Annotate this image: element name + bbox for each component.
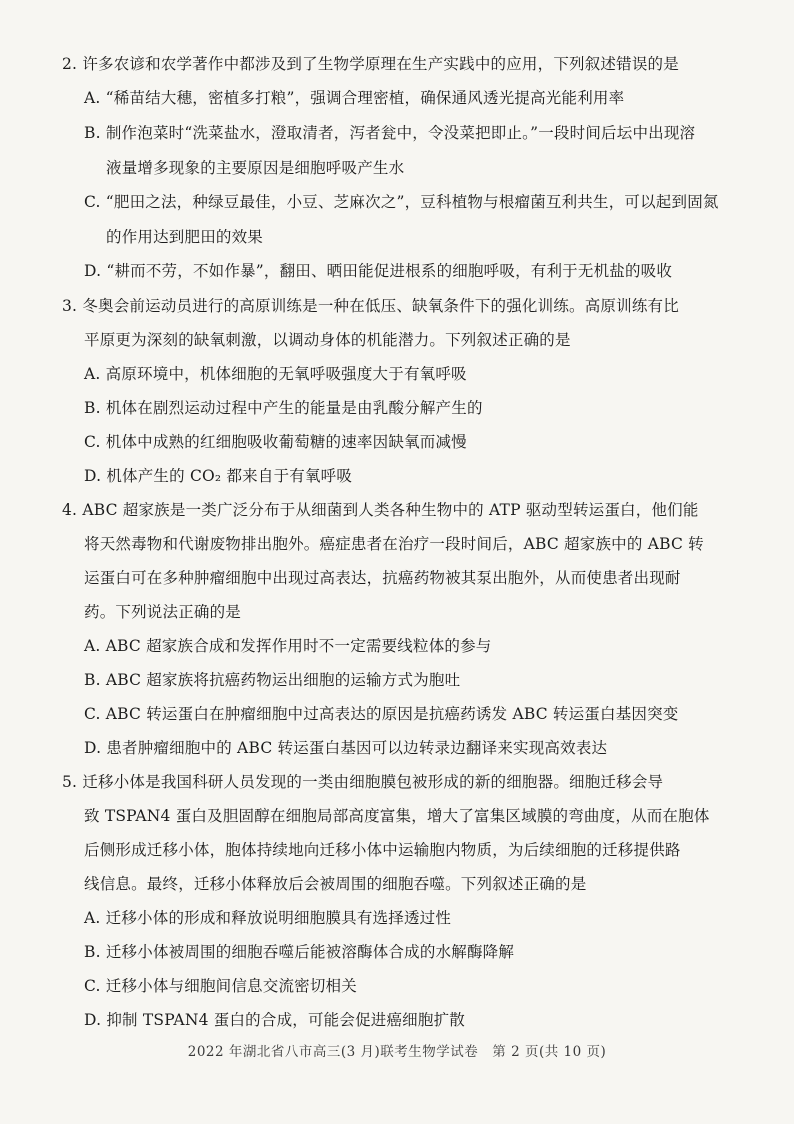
question-5-option-c: C. 迁移小体与细胞间信息交流密切相关 bbox=[84, 977, 357, 995]
question-5-stem-line-4: 线信息。最终，迁移小体释放后会被周围的细胞吞噬。下列叙述正确的是 bbox=[84, 875, 587, 893]
question-3-option-c: C. 机体中成熟的红细胞吸收葡萄糖的速率因缺氧而减慢 bbox=[84, 433, 467, 451]
question-2-option-d: D. “耕而不劳，不如作暴”，翻田、晒田能促进根系的细胞呼吸，有利于无机盐的吸收 bbox=[84, 262, 673, 280]
question-2-option-c-line-2: 的作用达到肥田的效果 bbox=[106, 228, 264, 246]
question-2-option-c-line-1: C. “肥田之法，种绿豆最佳，小豆、芝麻次之”，豆科植物与根瘤菌互利共生，可以起到固氮 bbox=[84, 193, 719, 211]
question-4-stem-line-2: 将天然毒物和代谢废物排出胞外。癌症患者在治疗一段时间后，ABC 超家族中的 ABC 转 bbox=[84, 535, 704, 553]
question-3-option-b: B. 机体在剧烈运动过程中产生的能量是由乳酸分解产生的 bbox=[84, 399, 483, 417]
question-5-stem-line-2: 致 TSPAN4 蛋白及胆固醇在细胞局部高度富集，增大了富集区域膜的弯曲度，从而在胞体 bbox=[84, 807, 710, 825]
question-5-stem-line-3: 后侧形成迁移小体，胞体持续地向迁移小体中运输胞内物质，为后续细胞的迁移提供路 bbox=[84, 841, 681, 859]
question-3-stem-line-2: 平原更为深刻的缺氧刺激，以调动身体的机能潜力。下列叙述正确的是 bbox=[84, 331, 571, 349]
question-3-stem-line-1: 3. 冬奥会前运动员进行的高原训练是一种在低压、缺氧条件下的强化训练。高原训练有比 bbox=[62, 297, 679, 315]
question-4-stem-line-3: 运蛋白可在多种肿瘤细胞中出现过高表达，抗癌药物被其泵出胞外，从而使患者出现耐 bbox=[84, 569, 681, 587]
question-5-option-a: A. 迁移小体的形成和释放说明细胞膜具有选择透过性 bbox=[84, 909, 452, 927]
question-3-option-d: D. 机体产生的 CO₂ 都来自于有氧呼吸 bbox=[84, 467, 353, 485]
question-5-option-b: B. 迁移小体被周围的细胞吞噬后能被溶酶体合成的水解酶降解 bbox=[84, 943, 515, 961]
question-4-option-a: A. ABC 超家族合成和发挥作用时不一定需要线粒体的参与 bbox=[84, 637, 492, 655]
question-2-option-a: A. “稀苗结大穗，密植多打粮”，强调合理密植，确保通风透光提高光能利用率 bbox=[84, 89, 625, 107]
question-2-stem-line-1: 2. 许多农谚和农学著作中都涉及到了生物学原理在生产实践中的应用，下列叙述错误的是 bbox=[62, 55, 679, 73]
question-4-option-c: C. ABC 转运蛋白在肿瘤细胞中过高表达的原因是抗癌药诱发 ABC 转运蛋白基因突变 bbox=[84, 705, 679, 723]
question-4-option-b: B. ABC 超家族将抗癌药物运出细胞的运输方式为胞吐 bbox=[84, 671, 461, 689]
question-4-option-d: D. 患者肿瘤细胞中的 ABC 转运蛋白基因可以边转录边翻译来实现高效表达 bbox=[84, 739, 608, 757]
question-3-option-a: A. 高原环境中，机体细胞的无氧呼吸强度大于有氧呼吸 bbox=[84, 365, 467, 383]
question-2-option-b-line-2: 液量增多现象的主要原因是细胞呼吸产生水 bbox=[106, 159, 405, 177]
question-2-option-b-line-1: B. 制作泡菜时“洗菜盐水，澄取清者，泻者瓮中，令没菜把即止。”一段时间后坛中出现溶 bbox=[84, 124, 696, 142]
question-4-stem-line-1: 4. ABC 超家族是一类广泛分布于从细菌到人类各种生物中的 ATP 驱动型转运蛋白，他们能 bbox=[62, 501, 699, 519]
page-footer: 2022 年湖北省八市高三(3 月)联考生物学试卷 第 2 页(共 10 页) bbox=[187, 1044, 607, 1060]
question-4-stem-line-4: 药。下列说法正确的是 bbox=[84, 603, 242, 621]
question-5-stem-line-1: 5. 迁移小体是我国科研人员发现的一类由细胞膜包被形成的新的细胞器。细胞迁移会导 bbox=[62, 773, 664, 791]
question-5-option-d: D. 抑制 TSPAN4 蛋白的合成，可能会促进癌细胞扩散 bbox=[84, 1011, 465, 1029]
